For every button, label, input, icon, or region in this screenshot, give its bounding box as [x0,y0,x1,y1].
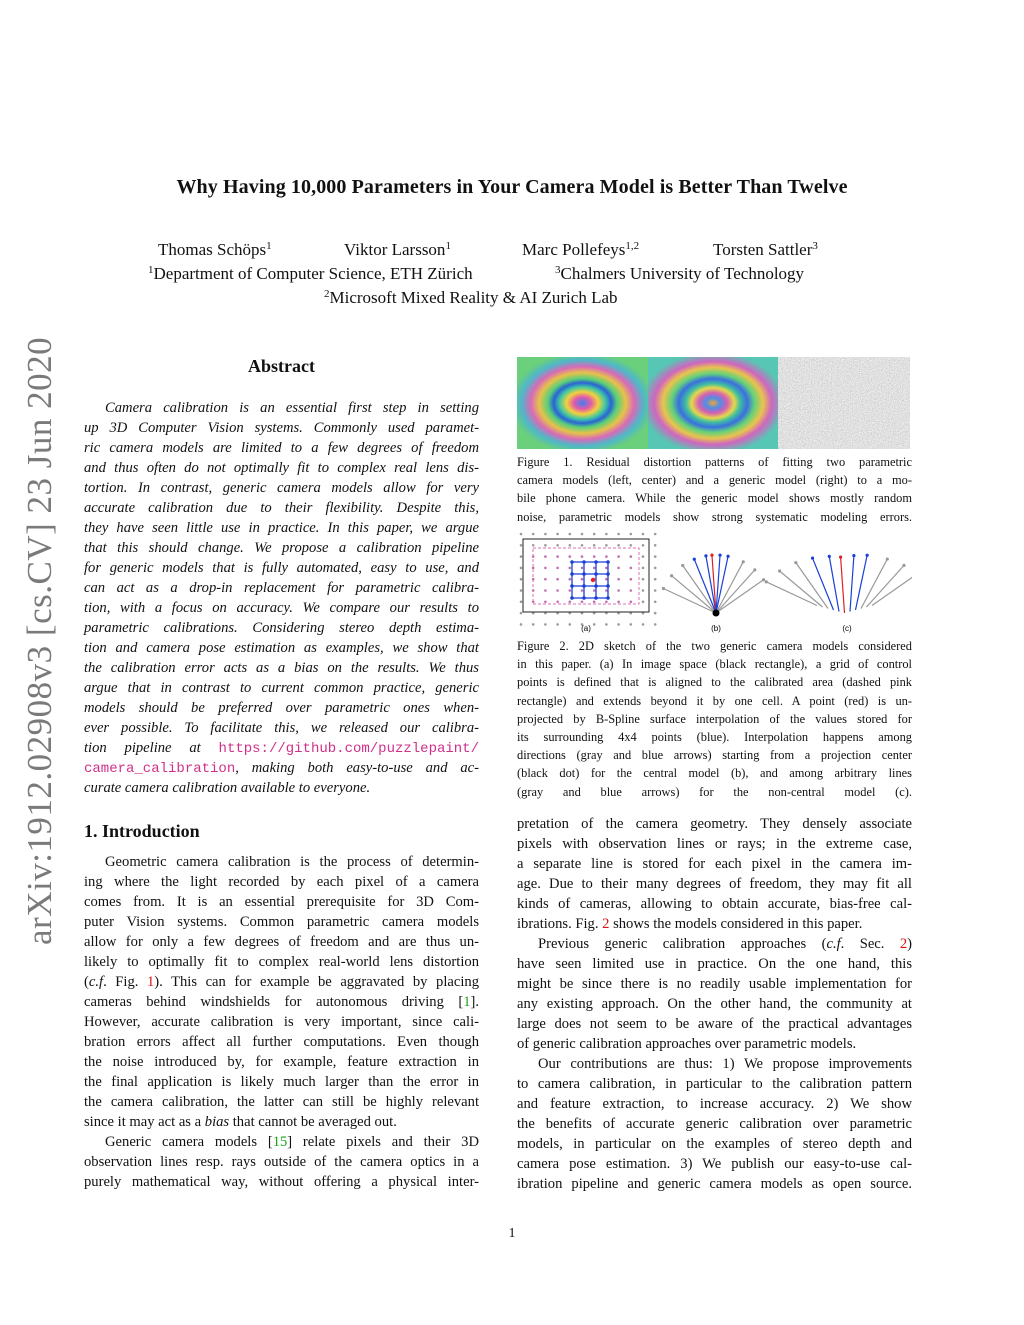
calibrated-area-rectangle [533,548,639,604]
body-line [517,914,912,934]
author-name: Thomas Schöps [158,240,267,259]
control-point [544,544,547,547]
line-arrow [850,556,854,612]
control-point [605,533,608,536]
author-sup: 1 [445,240,451,252]
control-point [520,578,523,581]
caption-line: (gray and blue arrows) for the non-central model (c). [517,784,912,799]
abstract-line: the calibration error acts as a bias on the results. We thus [84,660,479,676]
arrow-head [778,569,781,572]
non-central-model-lines [765,554,912,613]
blue-control-point [570,572,574,576]
control-point [617,601,620,604]
arrow-head [742,560,745,563]
author-name: Viktor Larsson [344,240,446,259]
arrow-head [718,554,721,557]
arrow-head [902,564,905,567]
control-point [520,555,523,558]
control-point [569,544,572,547]
body-line: Our contributions are thus: 1) We propose improvements [538,1056,912,1072]
arxiv-identifier: arXiv:1912.02908v3 [cs.CV] 23 Jun 2020 [20,336,59,945]
control-point [581,578,584,581]
control-point [654,601,657,604]
body-line [517,934,912,954]
blue-control-point [606,560,610,564]
caption-line: noise, parametric models show strong systematic modeling errors. [517,509,912,524]
body-line: a separate line is stored for each pixel in the camera im- [517,856,912,872]
abstract-line-link [84,738,479,758]
intro-line: comes from. It is an essential prerequisite for 3D Com- [84,894,479,910]
caption-line: Figure 1. Residual distortion patterns of fitting two parametric [517,455,912,469]
affiliation-eth [148,264,473,284]
control-point [654,555,657,558]
arrow-head [704,554,707,557]
control-point [520,567,523,570]
blue-control-point [594,560,598,564]
body-line: might be since there is no readily usable implementation for [517,976,912,992]
caption-line: in this paper. (a) In image space (black rectangle), a grid of control [517,657,912,672]
arrow-head [762,578,765,581]
control-point [544,533,547,536]
line-arrow [841,557,845,613]
caption-line: (black dot) for the central model (b), and among arbitrary lines [517,766,912,781]
text-fragment: tion pipeline at [84,740,219,756]
body-line: pretation of the camera geometry. They densely associate [517,816,912,832]
control-point [642,623,645,626]
caption-line: its surrounding 4x4 points (blue). Interpolation happens among [517,729,912,744]
blue-control-point [606,572,610,576]
control-point [605,578,608,581]
body-line: of generic calibration approaches over parametric models. [517,1036,857,1052]
control-point [520,623,523,626]
control-point [654,578,657,581]
control-point [556,589,559,592]
control-point [630,567,633,570]
control-point [556,533,559,536]
body-line: and feature extraction, to increase accuracy. 2) We show [517,1096,912,1112]
control-point [532,533,535,536]
abstract-line: for generic models that is fully automated, easy to use, and [84,560,479,576]
intro-line [84,972,479,992]
affil-text: Microsoft Mixed Reality & AI Zurich Lab [329,288,618,307]
control-point [581,589,584,592]
affiliation-microsoft [324,288,618,308]
body-line: any existing approach. On the other hand, the community at [517,996,912,1012]
projection-center-dot [713,610,720,617]
arrow-head [866,554,869,557]
control-point [520,601,523,604]
arrow-head [662,587,665,590]
arrow-head [753,568,756,571]
intro-line: the final application is likely much larger than the error in [84,1074,479,1090]
generic-models-sketch [517,530,912,634]
control-point [544,601,547,604]
control-point [605,544,608,547]
figure-1-images [517,357,910,449]
citation-15-link[interactable]: 15 [272,1134,288,1150]
control-point [544,589,547,592]
control-point [617,544,620,547]
control-point [630,555,633,558]
caption-line: bile phone camera. While the generic model shows mostly random [517,491,912,506]
abstract-line: tion, with a focus on accuracy. We compare our results to [84,600,479,616]
control-point [544,567,547,570]
blue-control-point [570,584,574,588]
abstract-line: that this should change. We propose a calibration pipeline [84,540,479,556]
author-sattler [713,240,818,260]
control-point [617,578,620,581]
arrow-head [852,554,855,557]
line-arrow [780,571,823,607]
abstract-line: models should be preferred over parametric ones when- [84,700,479,716]
control-point [654,567,657,570]
control-point [556,567,559,570]
body-line: camera pose estimation. 3) We publish our easy-to-use cal- [517,1156,912,1172]
control-point [642,601,645,604]
intro-line: bration errors affect all further computations. Even though [84,1034,479,1050]
text-fragment: , making both easy-to-use and ac- [235,760,479,776]
affil-text: Chalmers University of Technology [560,264,805,283]
control-point [556,623,559,626]
control-point [520,612,523,615]
abstract-line: ric camera models are limited to a few degrees of freedom [84,440,479,456]
arrow-head [811,556,814,559]
text-fragment: since it may act as a [84,1114,205,1130]
caption-line: rectangle) and extends beyond it by one cell. A point (red) is un- [517,693,912,708]
control-point [544,623,547,626]
text-fragment: ). This can for example be aggravated by placing [154,974,480,990]
control-point [520,544,523,547]
abstract-line: tortion. In contrast, generic camera models allow for very [84,480,479,496]
affil-text: Department of Computer Science, ETH Zürich [153,264,473,283]
control-point [593,533,596,536]
ray-arrow [716,580,764,613]
generic-model-panel [778,357,910,449]
control-point [642,578,645,581]
intro-line: Geometric camera calibration is the process of determin- [105,854,479,870]
text-fragment: ) [907,936,912,952]
arrow-head [693,558,696,561]
control-point [617,533,620,536]
arrow-head [765,580,768,583]
abstract-line: and thus often do not optimally fit to complex real lens dis- [84,460,479,476]
affil-sup: 2 [324,288,330,300]
arrow-head [828,555,831,558]
control-point [617,567,620,570]
control-point [532,544,535,547]
caption-line: directions (gray and blue arrows) starting from a projection center [517,748,912,763]
figure-2-caption [517,637,912,801]
body-line: pixels with observation lines or rays; in the extreme case, [517,836,912,852]
abstract-line: up 3D Computer Vision systems. Commonly used paramet- [84,420,479,436]
control-point [532,623,535,626]
github-link-continued[interactable]: camera_calibration [84,761,236,777]
text-fragment: ] relate pixels and their 3D [287,1134,479,1150]
control-point [617,555,620,558]
affiliation-chalmers [555,264,804,284]
control-point [544,555,547,558]
intro-line: purely mathematical way, without offering a physical inter- [84,1174,479,1190]
control-point [630,623,633,626]
control-point [654,623,657,626]
intro-body [84,852,479,1192]
arrow-head [710,554,713,557]
text-fragment: shows the models considered in this paper. [609,916,863,932]
author-name: Marc Pollefeys [522,240,626,259]
body-line: ibration pipeline and generic camera models as open source. [517,1176,912,1192]
interpolation-4x4-grid [570,560,610,600]
intro-line: puter Vision systems. Common parametric camera models [84,914,479,930]
body-line: models, in particular on the examples of stereo depth and [517,1136,912,1152]
abstract-line: curate camera calibration available to everyone. [84,780,371,796]
control-point [544,578,547,581]
parametric-model-b-panel [648,357,778,449]
label-b: (b) [711,624,721,633]
github-link[interactable]: https://github.com/puzzlepaint/ [218,741,479,757]
control-point [605,555,608,558]
control-point [569,589,572,592]
caption-line: Figure 2. 2D sketch of the two generic camera models considered [517,639,912,653]
citation-1-link[interactable]: 1 [463,994,471,1010]
control-point [581,533,584,536]
intro-line: allow for only a few degrees of freedom and are thus un- [84,934,479,950]
control-point [593,601,596,604]
abstract-line: tion and camera pose estimation as examples, we show that [84,640,479,656]
control-point [605,623,608,626]
body-line: have seen limited use in practice. On the one hand, this [517,956,912,972]
body-line: age. Due to their many degrees of freedom, they may fit all [517,876,912,892]
abstract-line: they have seen little use in practice. In this paper, we argue [84,520,479,536]
blue-control-point [570,596,574,600]
blue-control-point [594,584,598,588]
control-point [593,567,596,570]
control-point [630,601,633,604]
body-line: the benefits of accurate generic calibration over parametric [517,1116,912,1132]
abstract-line: Camera calibration is an essential first step in setting [105,400,479,416]
author-schoeps [158,240,272,260]
control-point [654,533,657,536]
control-point [630,578,633,581]
control-point [605,567,608,570]
blue-control-point [594,572,598,576]
caption-line: projected by B-Spline surface interpolation of the values stored for [517,711,912,726]
control-point [569,567,572,570]
control-point [581,567,584,570]
label-a: (a) [581,624,591,633]
text-fragment: ]. [470,994,479,1010]
arrow-head [886,557,889,560]
intro-line [84,1132,479,1152]
text-fragment: Previous generic calibration approaches ( [538,936,827,952]
intro-heading: 1. Introduction [84,821,200,841]
blue-control-point [582,560,586,564]
control-point [581,601,584,604]
blue-control-point [582,596,586,600]
paper-title: Why Having 10,000 Parameters in Your Camera Model is Better Than Twelve [176,176,848,198]
control-point [642,544,645,547]
central-model-rays [662,554,765,613]
control-point [630,544,633,547]
body-line: to camera calibration, in particular to the calibration pattern [517,1076,912,1092]
control-point [581,555,584,558]
control-point [654,612,657,615]
author-sup: 1 [266,240,272,252]
line-arrow [856,555,868,610]
author-sup: 1,2 [625,240,640,252]
right-column-body [517,814,912,1194]
blue-control-point [606,584,610,588]
author-sup: 3 [812,240,818,252]
intro-line [84,992,479,1012]
control-point [581,544,584,547]
control-point [605,589,608,592]
parametric-model-a-panel [517,357,648,449]
intro-line: likely to optimally fit to complex real-world lens distortion [84,954,479,970]
line-arrow [867,565,904,607]
text-fragment: ( [84,974,89,990]
bias-emphasis: bias [204,1114,230,1130]
abstract-line-link [84,758,479,778]
caption-line: points is defined that is aligned to the calibrated area (dashed pink [517,675,912,690]
figure-2-sketch [517,530,912,634]
intro-line: the noise introduced by, for example, feature extraction in [84,1054,479,1070]
author-larsson [344,240,451,260]
unprojected-point [591,578,595,582]
control-point [593,555,596,558]
affil-sup: 3 [555,264,561,276]
control-point [556,578,559,581]
intro-line: observation lines resp. rays outside of the camera optics in a [84,1154,479,1170]
intro-line: ing where the light recorded by each pixel of a camera [84,874,479,890]
text-fragment: ibrations. Fig. [517,916,603,932]
abstract-line: argue that in contrast to current common practice, generic [84,680,479,696]
control-point [654,544,657,547]
body-line: large does not seem to be aware of the practical advantages [517,1016,912,1032]
control-point [642,533,645,536]
section-2-ref-link[interactable]: 2 [899,936,908,952]
author-pollefeys [522,240,639,260]
figure-1-ref-link[interactable]: 1 [146,974,155,990]
control-point [520,533,523,536]
control-point [569,533,572,536]
text-fragment: Generic camera models [ [105,1134,273,1150]
cf-abbrev: c.f [88,974,104,990]
control-point [630,589,633,592]
control-point [593,544,596,547]
label-c: (c) [842,624,852,633]
abstract-heading: Abstract [248,356,315,376]
text-fragment: . Fig. [103,974,147,990]
blue-control-point [606,596,610,600]
abstract-body [84,398,479,798]
figure-2-ref-link[interactable]: 2 [602,916,610,932]
blue-control-point [582,572,586,576]
abstract-line: can act as a drop-in replacement for parametric calibra- [84,580,479,596]
intro-line [84,1112,479,1132]
control-point [642,567,645,570]
affil-sup: 1 [148,264,154,276]
body-line: kinds of cameras, allowing to obtain accurate, bias-free cal- [517,896,912,912]
intro-line: the camera calibration, the latter can still be highly relevant [84,1094,479,1110]
text-fragment: that cannot be averaged out. [229,1114,397,1130]
arrow-head [670,574,673,577]
arrow-head [794,561,797,564]
control-point [569,555,572,558]
control-point [520,589,523,592]
control-point [569,623,572,626]
abstract-line: ever possible. To facilitate this, we released our calibra- [84,720,479,736]
control-point [642,555,645,558]
cf-abbrev: c.f [826,936,841,952]
caption-line: camera models (left, center) and a generic model (right) to a mo- [517,473,912,488]
arrow-head [726,555,729,558]
page-number: 1 [508,1226,516,1241]
control-point [654,589,657,592]
control-point [556,555,559,558]
text-fragment: . Sec. [840,936,900,952]
text-fragment: cameras behind windshields for autonomous driving [ [84,994,464,1010]
control-point [593,589,596,592]
control-point [605,601,608,604]
control-point [569,601,572,604]
arrow-head [839,556,842,559]
abstract-line: parametric calibrations. Considering stereo depth estima- [84,620,479,636]
blue-control-point [582,584,586,588]
control-point [630,533,633,536]
control-point [593,623,596,626]
control-point [556,544,559,547]
control-point [556,601,559,604]
line-arrow [766,582,817,606]
residual-distortion-panels [517,357,910,449]
abstract-line: accurate calibration due to their flexibility. Despite this, [84,500,479,516]
control-point [617,623,620,626]
control-point [569,578,572,581]
intro-line: However, accurate calibration is very important, since cali- [84,1014,479,1030]
author-name: Torsten Sattler [713,240,813,259]
control-point [642,589,645,592]
arrow-head [681,564,684,567]
figure-1-caption [517,453,912,526]
blue-control-point [594,596,598,600]
blue-control-point [570,560,574,564]
control-point [617,589,620,592]
